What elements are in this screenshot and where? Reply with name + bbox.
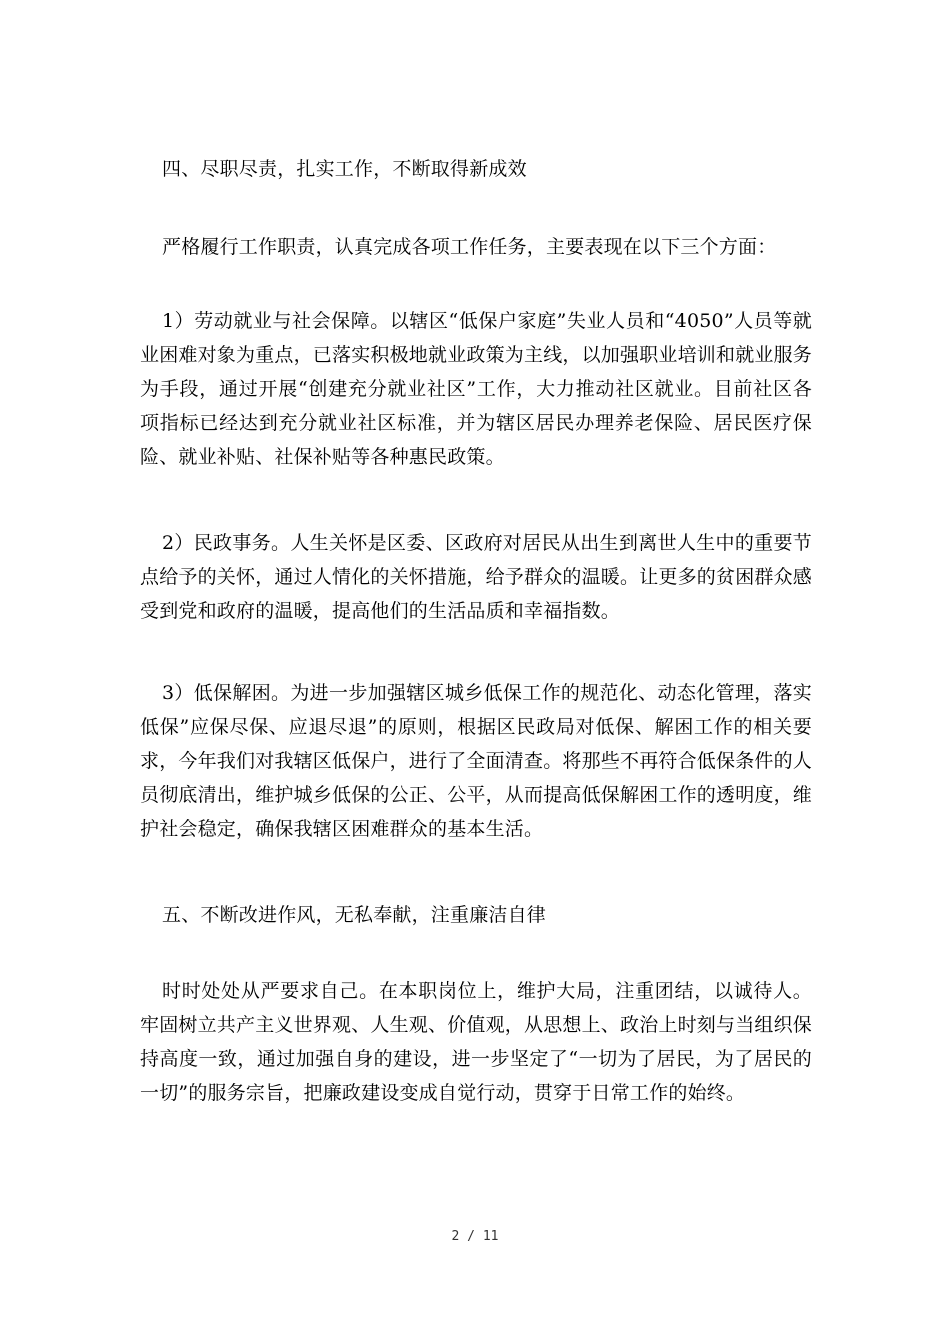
item1-paragraph: 1）劳动就业与社会保障。以辖区“低保户家庭”失业人员和“4050”人员等就业困难对象为重点，已落实积极地就业政策为主线，以加强职业培训和就业服务为手段，通过开展“创建充分就业社区”工作，大力推动社区就业。目前社区各项指标已经达到充分就业社区标准，并为辖区居民办理养老保险、居民医疗保险、就业补贴、社保补贴等各种惠民政策。 [140, 310, 813, 468]
page-number: 2 / 11 [451, 1229, 499, 1244]
item2-paragraph: 2）民政事务。人生关怀是区委、区政府对居民从出生到离世人生中的重要节点给予的关怀，通过人情化的关怀措施，给予群众的温暖。让更多的贫困群众感受到党和政府的温暖，提高他们的生活品质和幸福指数。 [140, 532, 813, 622]
section5-body-paragraph: 时时处处从严要求自己。在本职岗位上，维护大局，注重团结，以诚待人。牢固树立共产主义世界观、人生观、价值观，从思想上、政治上时刻与当组织保持高度一致，通过加强自身的建设，进一步坚定了“一切为了居民，为了居民的一切”的服务宗旨，把廉政建设变成自觉行动，贯穿于日常工作的始终。 [140, 980, 813, 1104]
section4-intro-paragraph: 严格履行工作职责，认真完成各项工作任务，主要表现在以下三个方面： [162, 236, 777, 258]
section5-heading: 五、不断改进作风，无私奉献，注重廉洁自律 [162, 904, 547, 926]
item3-paragraph: 3）低保解困。为进一步加强辖区城乡低保工作的规范化、动态化管理，落实低保”应保尽保、应退尽退”的原则，根据区民政局对低保、解困工作的相关要求，今年我们对我辖区低保户，进行了全面清查。将那些不再符合低保条件的人员彻底清出，维护城乡低保的公正、公平，从而提高低保解困工作的透明度，维护社会稳定，确保我辖区困难群众的基本生活。 [140, 682, 813, 840]
section4-heading: 四、尽职尽责，扎实工作，不断取得新成效 [162, 158, 527, 180]
